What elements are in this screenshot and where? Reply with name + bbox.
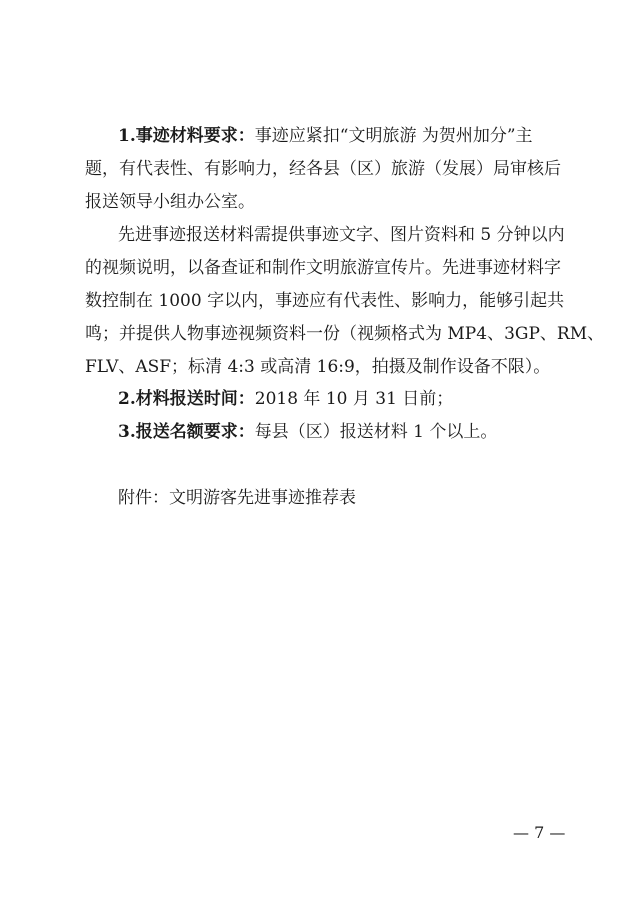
paragraph2-line1: 先进事迹报送材料需提供事迹文字、图片资料和 5 分钟以内: [118, 225, 565, 245]
item3-heading: 3.报送名额要求：: [118, 422, 255, 442]
item3-line: [118, 422, 497, 442]
item1-line2: 题，有代表性、有影响力，经各县（区）旅游（发展）局审核后: [85, 159, 561, 179]
item3-text: 每县（区）报送材料 1 个以上。: [254, 422, 498, 442]
item2-text: 2018 年 10 月 31 日前；: [254, 389, 454, 409]
item1-heading: 1.事迹材料要求：: [118, 126, 255, 146]
item2-line: [118, 389, 453, 409]
item1-text: 事迹应紧扣“文明旅游 为贺州加分”主: [254, 126, 533, 146]
paragraph2-line4: 鸣；并提供人物事迹视频资料一份（视频格式为 MP4、3GP、RM、: [85, 324, 605, 344]
item1-line3: 报送领导小组办公室。: [85, 192, 255, 212]
page-number: — 7 —: [513, 823, 566, 842]
item2-heading: 2.材料报送时间：: [118, 389, 255, 409]
attachment-line: 附件：文明游客先进事迹推荐表: [118, 488, 356, 508]
item1-line1: [118, 126, 533, 146]
paragraph2-line5: FLV、ASF；标清 4:3 或高清 16:9，拍摄及制作设备不限）。: [85, 357, 551, 377]
paragraph2-line3: 数控制在 1000 字以内，事迹应有代表性、影响力，能够引起共: [85, 291, 565, 311]
paragraph2-line2: 的视频说明，以备查证和制作文明旅游宣传片。先进事迹材料字: [85, 258, 561, 278]
